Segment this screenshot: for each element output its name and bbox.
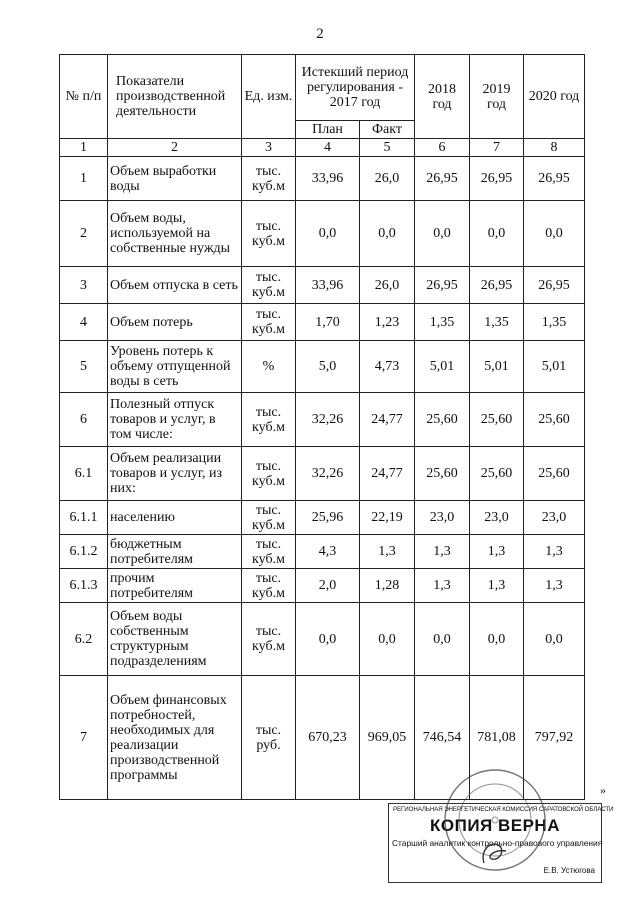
row-plan: 32,26 bbox=[296, 447, 360, 501]
stamp-organization: РЕГИОНАЛЬНАЯ ЭНЕРГЕТИЧЕСКАЯ КОМИССИЯ САРАТОВСКОЙ ОБЛАСТИ bbox=[393, 806, 614, 813]
row-num: 2 bbox=[60, 201, 108, 267]
row-indicator: бюджетным потребителям bbox=[108, 535, 242, 569]
header-num: № п/п bbox=[60, 55, 108, 139]
row-2020: 1,3 bbox=[524, 535, 585, 569]
row-num: 6.1 bbox=[60, 447, 108, 501]
row-unit: тыс. куб.м bbox=[242, 267, 296, 304]
row-2018: 0,0 bbox=[415, 201, 470, 267]
header-fact: Факт bbox=[360, 121, 415, 139]
row-2019: 23,0 bbox=[470, 501, 524, 535]
row-num: 6.1.3 bbox=[60, 569, 108, 603]
row-2018: 1,3 bbox=[415, 535, 470, 569]
row-2018: 1,3 bbox=[415, 569, 470, 603]
row-2018: 26,95 bbox=[415, 157, 470, 201]
row-plan: 32,26 bbox=[296, 393, 360, 447]
table-row bbox=[60, 304, 585, 341]
row-num: 6.1.1 bbox=[60, 501, 108, 535]
row-num: 7 bbox=[60, 676, 108, 800]
row-2020: 0,0 bbox=[524, 201, 585, 267]
row-unit: тыс. куб.м bbox=[242, 447, 296, 501]
row-fact: 1,28 bbox=[360, 569, 415, 603]
row-indicator: Объем потерь bbox=[108, 304, 242, 341]
row-indicator: населению bbox=[108, 501, 242, 535]
round-seal-icon bbox=[440, 765, 550, 875]
page-number: 2 bbox=[316, 26, 324, 42]
row-plan: 25,96 bbox=[296, 501, 360, 535]
row-fact: 26,0 bbox=[360, 157, 415, 201]
column-number: 5 bbox=[360, 139, 415, 157]
column-numbers-row bbox=[60, 139, 585, 157]
row-num: 6.1.2 bbox=[60, 535, 108, 569]
table-row bbox=[60, 267, 585, 304]
margin-mark: » bbox=[600, 783, 606, 797]
row-indicator: Объем выработки воды bbox=[108, 157, 242, 201]
stamp-role: Старший аналитик контрольно-правового управления bbox=[392, 838, 603, 848]
row-indicator: Уровень потерь к объему отпущенной воды в сеть bbox=[108, 341, 242, 393]
stamp-name: Е.В. Устюгова bbox=[543, 866, 595, 875]
row-2019: 781,08 bbox=[470, 676, 524, 800]
row-2018: 746,54 bbox=[415, 676, 470, 800]
column-number: 4 bbox=[296, 139, 360, 157]
row-plan: 4,3 bbox=[296, 535, 360, 569]
signature-icon bbox=[483, 844, 506, 863]
header-2018: 2018 год bbox=[415, 55, 470, 139]
table-row bbox=[60, 393, 585, 447]
row-fact: 969,05 bbox=[360, 676, 415, 800]
row-2019: 5,01 bbox=[470, 341, 524, 393]
row-unit: % bbox=[242, 341, 296, 393]
row-indicator: Объем воды, используемой на собственные нужды bbox=[108, 201, 242, 267]
row-2020: 797,92 bbox=[524, 676, 585, 800]
row-indicator: Объем финансовых потребностей, необходимых для реализации производственной программы bbox=[108, 676, 242, 800]
row-2019: 1,35 bbox=[470, 304, 524, 341]
row-plan: 33,96 bbox=[296, 157, 360, 201]
row-2020: 25,60 bbox=[524, 447, 585, 501]
table-row bbox=[60, 501, 585, 535]
row-2020: 25,60 bbox=[524, 393, 585, 447]
row-fact: 1,23 bbox=[360, 304, 415, 341]
row-fact: 1,3 bbox=[360, 535, 415, 569]
row-unit: тыс. руб. bbox=[242, 676, 296, 800]
row-indicator: прочим потребителям bbox=[108, 569, 242, 603]
row-unit: тыс. куб.м bbox=[242, 157, 296, 201]
row-num: 3 bbox=[60, 267, 108, 304]
row-plan: 2,0 bbox=[296, 569, 360, 603]
row-2020: 0,0 bbox=[524, 603, 585, 676]
row-2018: 5,01 bbox=[415, 341, 470, 393]
column-number: 8 bbox=[524, 139, 585, 157]
row-2019: 25,60 bbox=[470, 447, 524, 501]
row-2020: 26,95 bbox=[524, 267, 585, 304]
row-2020: 1,35 bbox=[524, 304, 585, 341]
row-fact: 26,0 bbox=[360, 267, 415, 304]
row-2018: 26,95 bbox=[415, 267, 470, 304]
row-2019: 26,95 bbox=[470, 267, 524, 304]
column-number: 7 bbox=[470, 139, 524, 157]
header-2019: 2019 год bbox=[470, 55, 524, 139]
row-plan: 1,70 bbox=[296, 304, 360, 341]
row-fact: 22,19 bbox=[360, 501, 415, 535]
column-number: 2 bbox=[108, 139, 242, 157]
row-unit: тыс. куб.м bbox=[242, 535, 296, 569]
row-indicator: Объем воды собственным структурным подразделениям bbox=[108, 603, 242, 676]
header-period: Истекший период регулирования - 2017 год bbox=[296, 55, 415, 121]
row-num: 6 bbox=[60, 393, 108, 447]
row-2018: 25,60 bbox=[415, 447, 470, 501]
row-plan: 5,0 bbox=[296, 341, 360, 393]
table-row bbox=[60, 341, 585, 393]
table-row bbox=[60, 569, 585, 603]
header-plan: План bbox=[296, 121, 360, 139]
stamp-title: КОПИЯ ВЕРНА bbox=[430, 816, 560, 835]
row-num: 4 bbox=[60, 304, 108, 341]
row-fact: 0,0 bbox=[360, 201, 415, 267]
row-2020: 1,3 bbox=[524, 569, 585, 603]
row-num: 1 bbox=[60, 157, 108, 201]
row-2020: 5,01 bbox=[524, 341, 585, 393]
column-number: 3 bbox=[242, 139, 296, 157]
table-row bbox=[60, 201, 585, 267]
production-indicators-table bbox=[59, 54, 585, 800]
column-number: 1 bbox=[60, 139, 108, 157]
row-unit: тыс. куб.м bbox=[242, 569, 296, 603]
row-fact: 0,0 bbox=[360, 603, 415, 676]
row-plan: 0,0 bbox=[296, 201, 360, 267]
table-row bbox=[60, 603, 585, 676]
row-unit: тыс. куб.м bbox=[242, 201, 296, 267]
row-unit: тыс. куб.м bbox=[242, 304, 296, 341]
header-unit: Ед. изм. bbox=[242, 55, 296, 139]
row-2018: 25,60 bbox=[415, 393, 470, 447]
row-2018: 1,35 bbox=[415, 304, 470, 341]
row-2019: 1,3 bbox=[470, 569, 524, 603]
table-row bbox=[60, 535, 585, 569]
row-plan: 33,96 bbox=[296, 267, 360, 304]
row-2019: 0,0 bbox=[470, 201, 524, 267]
row-fact: 24,77 bbox=[360, 393, 415, 447]
row-2018: 0,0 bbox=[415, 603, 470, 676]
row-2018: 23,0 bbox=[415, 501, 470, 535]
column-number: 6 bbox=[415, 139, 470, 157]
row-2019: 25,60 bbox=[470, 393, 524, 447]
header-row bbox=[60, 55, 585, 121]
row-2019: 1,3 bbox=[470, 535, 524, 569]
row-fact: 24,77 bbox=[360, 447, 415, 501]
row-plan: 0,0 bbox=[296, 603, 360, 676]
row-indicator: Объем реализации товаров и услуг, из них: bbox=[108, 447, 242, 501]
row-unit: тыс. куб.м bbox=[242, 393, 296, 447]
row-2019: 26,95 bbox=[470, 157, 524, 201]
row-indicator: Объем отпуска в сеть bbox=[108, 267, 242, 304]
row-2020: 26,95 bbox=[524, 157, 585, 201]
row-unit: тыс. куб.м bbox=[242, 603, 296, 676]
row-unit: тыс. куб.м bbox=[242, 501, 296, 535]
row-num: 5 bbox=[60, 341, 108, 393]
row-fact: 4,73 bbox=[360, 341, 415, 393]
table-row bbox=[60, 157, 585, 201]
table-row bbox=[60, 447, 585, 501]
row-2019: 0,0 bbox=[470, 603, 524, 676]
row-plan: 670,23 bbox=[296, 676, 360, 800]
header-2020: 2020 год bbox=[524, 55, 585, 139]
row-num: 6.2 bbox=[60, 603, 108, 676]
header-indicator: Показатели производственной деятельности bbox=[108, 55, 242, 139]
row-indicator: Полезный отпуск товаров и услуг, в том числе: bbox=[108, 393, 242, 447]
row-2020: 23,0 bbox=[524, 501, 585, 535]
